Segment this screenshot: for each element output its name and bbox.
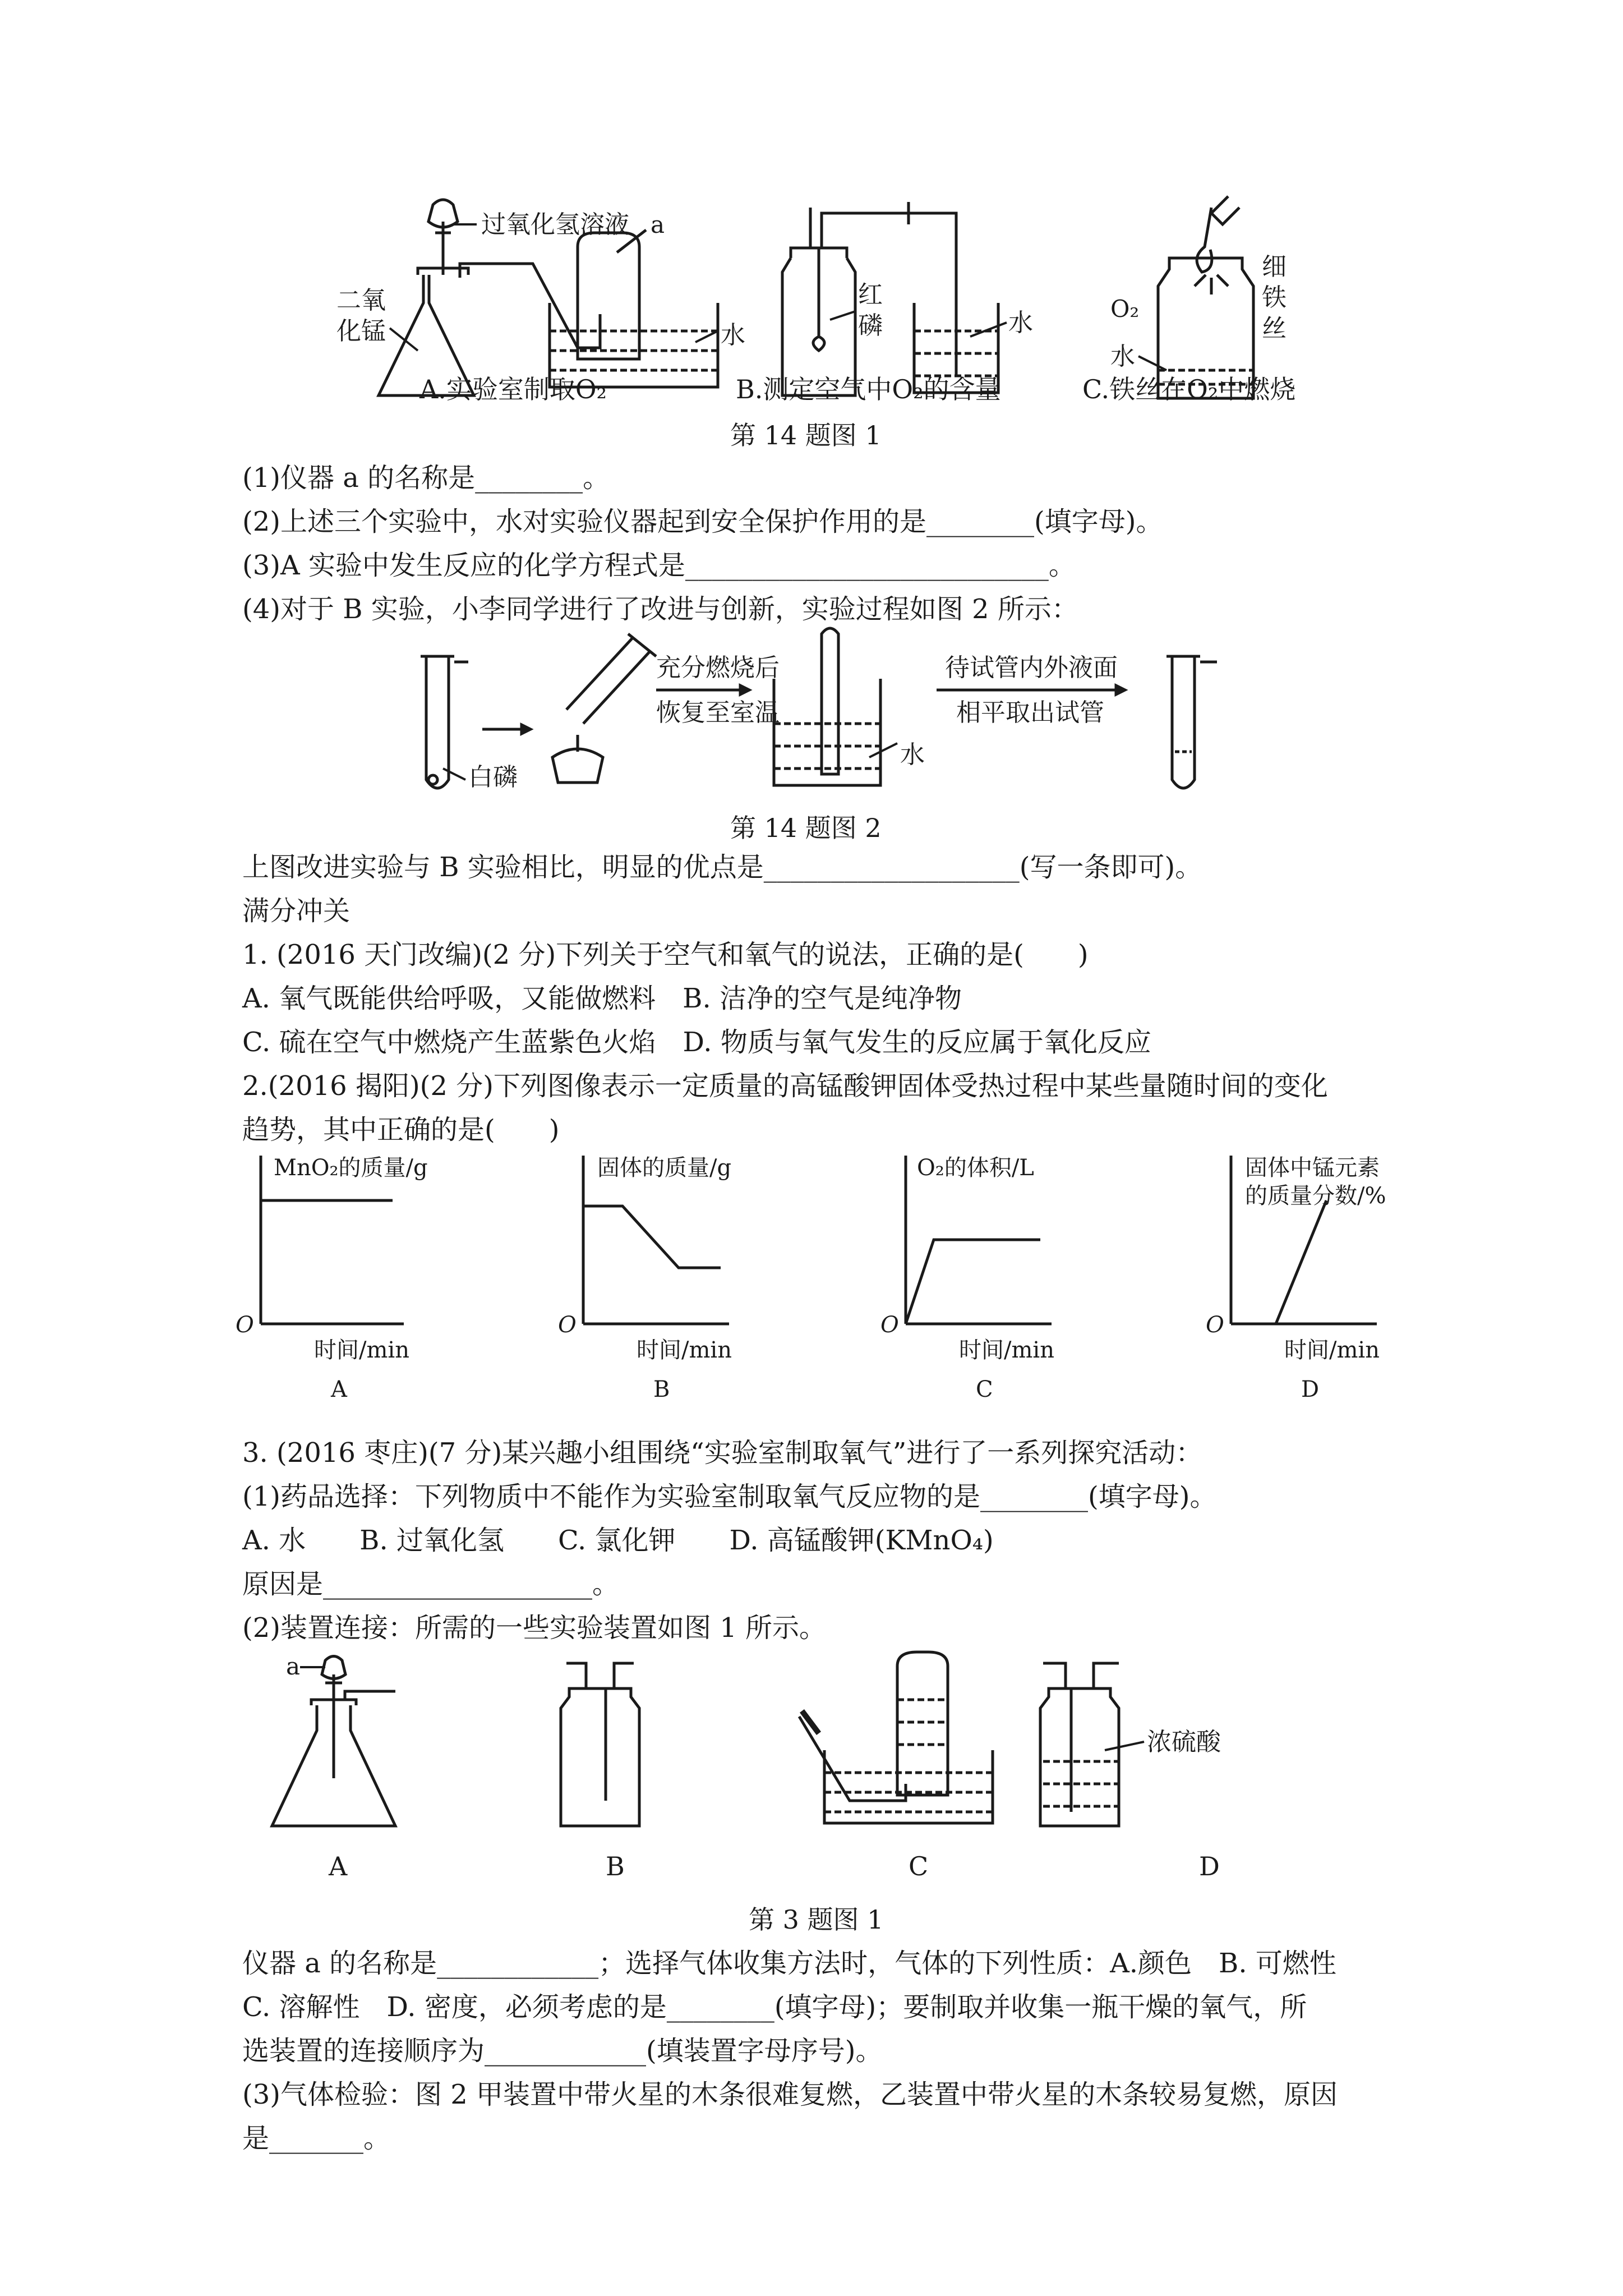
step2-line1: 待试管内外液面 (945, 654, 1118, 682)
tail-line2: C. 溶解性 D. 密度，必须考虑的是________(填字母)；要制取并收集一瓶干燥的氧气，所 (242, 1991, 1307, 2023)
label-wire-2: 铁 (1262, 283, 1287, 312)
caption-b: B.测定空气中O₂的含量 (736, 374, 1001, 404)
graph-c-curve (906, 1240, 1040, 1324)
tail-line4: (3)气体检验：图 2 甲装置中带火星的木条很难复燃，乙装置中带火星的木条较易复燃，原因 (242, 2079, 1338, 2110)
label-white-p: 白磷 (468, 763, 518, 792)
figure-title-3-1: 第 3 题图 1 (749, 1904, 884, 1935)
graph-d-letter: D (1301, 1377, 1320, 1402)
letter-c3: C (909, 1851, 929, 1881)
label-water-b: 水 (1008, 309, 1033, 337)
mq2-stem-1: 2.(2016 揭阳)(2 分)下列图像表示一定质量的高锰酸钾固体受热过程中某些量随时间的变化 (242, 1070, 1328, 1102)
label-wire-3: 丝 (1262, 314, 1287, 343)
label-h2o2: 过氧化氢溶液 (481, 210, 629, 239)
delivery-tube-b (822, 213, 956, 376)
graph-d-origin: O (1206, 1312, 1224, 1338)
graph-b-ylabel: 固体的质量/g (597, 1155, 732, 1181)
q14-part2: (2)上述三个实验中，水对实验仪器起到安全保护作用的是________(填字母)。 (242, 506, 1163, 537)
label-water-a: 水 (721, 321, 745, 349)
test-tube-2 (1172, 656, 1195, 788)
label-water-c: 水 (1110, 342, 1135, 371)
figure-title-14-2: 第 14 题图 2 (730, 813, 882, 843)
letter-a3: A (329, 1851, 348, 1881)
graph-a-origin: O (236, 1312, 254, 1338)
mq3-stem: 3. (2016 枣庄)(7 分)某兴趣小组围绕“实验室制取氧气”进行了一系列探究活动： (242, 1437, 1203, 1469)
caption-a: A.实验室制取O₂ (419, 374, 607, 404)
mq1-options-ab: A. 氧气既能供给呼吸，又能做燃料 B. 洁净的空气是纯净物 (242, 983, 962, 1014)
label-a: a (651, 211, 665, 238)
graph-a-xlabel: 时间/min (314, 1337, 409, 1363)
tilted-test-tube (566, 637, 651, 724)
advantage-question: 上图改进实验与 B 实验相比，明显的优点是___________________(写一条即可)。 (242, 852, 1202, 883)
q14-part3: (3)A 实验中发生反应的化学方程式是___________________________。 (242, 550, 1076, 581)
mq3-part2: (2)装置连接：所需的一些实验装置如图 1 所示。 (242, 1612, 827, 1644)
tail-line3: 选装置的连接顺序为____________(填装置字母序号)。 (242, 2035, 883, 2067)
step1-line1: 充分燃烧后 (656, 654, 780, 682)
figure-14-2 (393, 623, 1267, 808)
figure-title-14-1: 第 14 题图 1 (730, 420, 882, 450)
graph-c-letter: C (976, 1377, 993, 1402)
graph-a-letter: A (331, 1377, 347, 1402)
label-mno2-2: 化锰 (336, 317, 386, 346)
graph-c-origin: O (880, 1312, 899, 1338)
label-wire-1: 细 (1262, 252, 1287, 281)
combustion-spoon (813, 247, 824, 351)
graph-d-xlabel: 时间/min (1284, 1337, 1380, 1363)
section-title: 满分冲关 (242, 895, 351, 927)
q14-part1: (1)仪器 a 的名称是________。 (242, 462, 610, 494)
inverted-tube (822, 628, 838, 774)
bottle-b3 (561, 1688, 639, 1826)
label-mno2-1: 二氧 (336, 286, 386, 315)
graph-c-xlabel: 时间/min (959, 1337, 1054, 1363)
step1-line2: 恢复至室温 (656, 698, 780, 727)
gas-collecting-bottle (578, 233, 639, 359)
label-o2: O₂ (1110, 295, 1140, 323)
graph-b-origin: O (558, 1312, 577, 1338)
mq3-part1: (1)药品选择：下列物质中不能作为实验室制取氧气反应物的是________(填字母)。 (242, 1481, 1217, 1512)
letter-d3: D (1199, 1851, 1220, 1881)
iron-wire (1197, 208, 1212, 272)
graph-d-ylabel-2: 的质量分数/% (1245, 1183, 1386, 1209)
label-water-2: 水 (900, 740, 925, 769)
alcohol-lamp (552, 749, 603, 783)
mq1-stem: 1. (2016 天门改编)(2 分)下列关于空气和氧气的说法，正确的是( ) (242, 939, 1089, 970)
graph-b-curve (583, 1206, 721, 1268)
graph-c-ylabel: O₂的体积/L (917, 1155, 1034, 1181)
graph-a-ylabel: MnO₂的质量/g (274, 1155, 428, 1181)
mq1-options-cd: C. 硫在空气中燃烧产生蓝紫色火焰 D. 物质与氧气发生的反应属于氧化反应 (242, 1027, 1151, 1058)
tail-line5: 是_______。 (242, 2123, 391, 2154)
mq3-reason: 原因是____________________。 (242, 1568, 620, 1600)
label-red-p-1: 红 (858, 280, 883, 309)
tail-line1: 仪器 a 的名称是____________；选择气体收集方法时，气体的下列性质：A.颜色 B. 可燃性 (242, 1948, 1336, 1979)
graph-b-letter: B (653, 1377, 670, 1402)
q14-part4: (4)对于 B 实验，小李同学进行了改进与创新，实验过程如图 2 所示： (242, 593, 1078, 625)
test-tube-1 (426, 656, 449, 788)
letter-b3: B (606, 1851, 625, 1881)
figure-3-1 (264, 1649, 1363, 1840)
label-a3: a (286, 1653, 301, 1680)
caption-c: C.铁丝在O₂中燃烧 (1082, 374, 1296, 404)
mq3-options: A. 水 B. 过氧化氢 C. 氯化钾 D. 高锰酸钾(KMnO₄) (242, 1525, 994, 1556)
step2-line2: 相平取出试管 (956, 698, 1104, 727)
label-red-p-2: 磷 (858, 311, 883, 340)
graph-b-xlabel: 时间/min (637, 1337, 732, 1363)
mq2-stem-2: 趋势，其中正确的是( ) (242, 1114, 560, 1145)
graph-d-ylabel-1: 固体中锰元素 (1245, 1155, 1380, 1181)
graph-set (236, 1144, 1413, 1414)
graph-d-curve (1276, 1200, 1326, 1324)
label-h2so4: 浓硫酸 (1147, 1728, 1221, 1756)
